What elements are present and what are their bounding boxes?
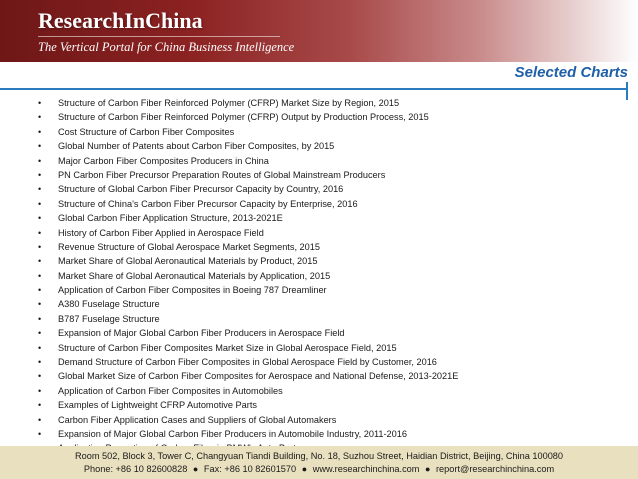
list-item-label: Structure of Carbon Fiber Composites Market Size in Global Aerospace Field, 2015 — [58, 342, 397, 353]
header-banner — [0, 0, 638, 62]
bullet-icon: • — [38, 371, 42, 382]
list-item-label: Expansion of Major Global Carbon Fiber Producers in Automobile Industry, 2011-2016 — [58, 428, 407, 439]
chart-list — [38, 96, 628, 456]
list-item-label: B787 Fuselage Structure — [58, 313, 160, 324]
bullet-icon: • — [38, 227, 42, 238]
bullet-icon: • — [38, 155, 42, 166]
list-item-label: Application of Carbon Fiber Composites in Boeing 787 Dreamliner — [58, 285, 327, 296]
bullet-icon: • — [38, 428, 42, 439]
bullet-icon: • — [38, 112, 42, 123]
bullet-icon: • — [38, 357, 42, 368]
list-item-label: A380 Fuselage Structure — [58, 299, 160, 310]
footer-contacts — [0, 464, 638, 474]
list-item — [38, 211, 628, 225]
list-item — [38, 96, 628, 110]
bullet-icon: • — [38, 285, 42, 296]
bullet-icon: ● — [425, 464, 431, 474]
list-item — [38, 168, 628, 182]
list-item — [38, 369, 628, 383]
list-item-label: Market Share of Global Aeronautical Materials by Application, 2015 — [58, 270, 331, 281]
bullet-icon: • — [38, 328, 42, 339]
list-item — [38, 226, 628, 240]
footer-fax: Fax: +86 10 82601570 — [203, 464, 297, 474]
list-item — [38, 125, 628, 139]
bullet-icon: • — [38, 270, 42, 281]
list-item-label: Expansion of Major Global Carbon Fiber Producers in Aerospace Field — [58, 328, 345, 339]
list-item — [38, 427, 628, 441]
list-item-label: Major Carbon Fiber Composites Producers in China — [58, 155, 269, 166]
bullet-icon: ● — [301, 464, 308, 474]
list-item-label: Structure of China’s Carbon Fiber Precursor Capacity by Enterprise, 2016 — [58, 198, 358, 209]
page-title: Selected Charts — [514, 64, 628, 81]
bullet-icon: • — [38, 98, 42, 108]
footer-email-link[interactable]: report@researchinchina.com — [436, 464, 555, 474]
bullet-icon: • — [38, 141, 42, 152]
bullet-icon: • — [38, 126, 42, 137]
bullet-icon: ● — [192, 464, 199, 474]
list-item — [38, 355, 628, 369]
list-item — [38, 154, 628, 168]
list-item-label: Examples of Lightweight CFRP Automotive Parts — [58, 400, 257, 411]
footer-phone: Phone: +86 10 82600828 — [83, 464, 188, 474]
footer-website-link[interactable]: www.researchinchina.com — [312, 464, 420, 474]
list-item — [38, 182, 628, 196]
list-item — [38, 269, 628, 283]
list-item-label: Structure of Carbon Fiber Reinforced Polymer (CFRP) Output by Production Process, 2015 — [58, 112, 429, 123]
bullet-icon: • — [38, 198, 42, 209]
footer-address: Room 502, Block 3, Tower C, Changyuan Tiandi Building, No. 18, Suzhou Street, Haidian District, Beijing, China 100080 — [74, 451, 564, 461]
logo: ResearchInChina — [38, 8, 203, 33]
bullet-icon: • — [38, 385, 42, 396]
list-item-label: Revenue Structure of Global Aerospace Market Segments, 2015 — [58, 241, 320, 252]
bullet-icon: • — [38, 299, 42, 310]
list-item-label: History of Carbon Fiber Applied in Aerospace Field — [58, 227, 264, 238]
list-item — [38, 110, 628, 124]
list-item-label: Market Share of Global Aeronautical Materials by Product, 2015 — [58, 256, 318, 267]
list-item-label: PN Carbon Fiber Precursor Preparation Routes of Global Mainstream Producers — [58, 169, 386, 180]
list-item — [38, 297, 628, 311]
list-item-label: Structure of Global Carbon Fiber Precursor Capacity by Country, 2016 — [58, 184, 344, 195]
bullet-icon: • — [38, 169, 42, 180]
bullet-icon: • — [38, 184, 42, 195]
list-item — [38, 254, 628, 268]
bullet-icon: • — [38, 400, 42, 411]
list-item — [38, 384, 628, 398]
list-item — [38, 326, 628, 340]
tagline: The Vertical Portal for China Business Intelligence — [38, 40, 295, 54]
list-item — [38, 413, 628, 427]
title-divider — [0, 88, 628, 90]
bullet-icon: • — [38, 213, 42, 224]
bullet-icon: • — [38, 256, 42, 267]
list-item-label: Application of Carbon Fiber Composites in Automobiles — [58, 385, 283, 396]
list-item — [38, 197, 628, 211]
list-item — [38, 312, 628, 326]
list-item-label: Cost Structure of Carbon Fiber Composites — [58, 126, 235, 137]
logo-divider — [38, 36, 280, 37]
list-item — [38, 398, 628, 412]
list-item-label: Carbon Fiber Application Cases and Suppliers of Global Automakers — [58, 414, 337, 425]
list-item — [38, 341, 628, 355]
list-item-label: Global Market Size of Carbon Fiber Composites for Aerospace and National Defense, 2013-2021E — [58, 371, 459, 382]
bullet-icon: • — [38, 313, 42, 324]
list-item — [38, 139, 628, 153]
list-item-label: Global Carbon Fiber Application Structure, 2013-2021E — [58, 213, 283, 224]
list-item-label: Global Number of Patents about Carbon Fiber Composites, by 2015 — [58, 141, 335, 152]
list-item — [38, 240, 628, 254]
list-item-label: Structure of Carbon Fiber Reinforced Polymer (CFRP) Market Size by Region, 2015 — [58, 98, 400, 108]
bullet-icon: • — [38, 342, 42, 353]
list-item-label: Demand Structure of Carbon Fiber Composites in Global Aerospace Field by Customer, 2016 — [58, 357, 437, 368]
footer — [0, 446, 638, 479]
bullet-icon: • — [38, 414, 42, 425]
list-item — [38, 283, 628, 297]
bullet-icon: • — [38, 241, 42, 252]
